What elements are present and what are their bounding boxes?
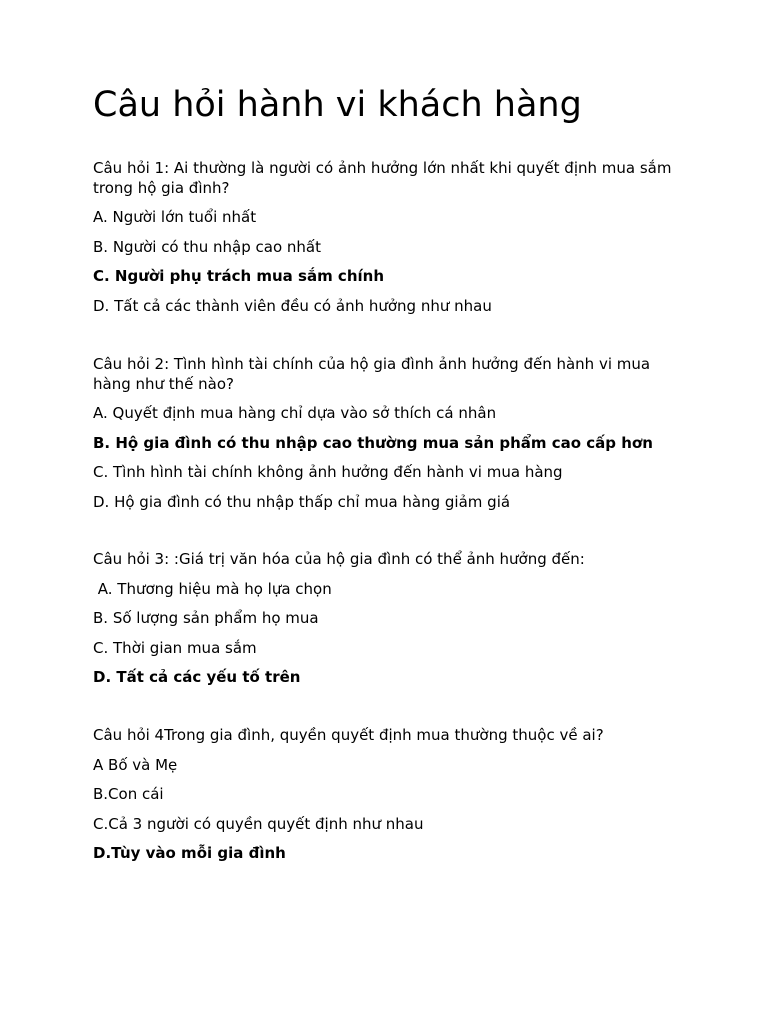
option-c-answer: C. Người phụ trách mua sắm chính xyxy=(93,267,384,285)
question-4 xyxy=(93,726,683,864)
option-b: B. Số lượng sản phẩm họ mua xyxy=(93,609,319,627)
option-c: C.Cả 3 người có quyền quyết định như nhau xyxy=(93,814,424,833)
question-2 xyxy=(93,355,683,512)
option-d: D. Tất cả các thành viên đều có ảnh hưởng như nhau xyxy=(93,296,492,315)
question-3 xyxy=(93,550,683,688)
question-text: Câu hỏi 1: Ai thường là người có ảnh hưởng lớn nhất khi quyết định mua sắm trong hộ gia đình? xyxy=(93,159,672,197)
option-c: C. Tình hình tài chính không ảnh hưởng đến hành vi mua hàng xyxy=(93,463,563,481)
option-a: A. Người lớn tuổi nhất xyxy=(93,208,257,226)
option-b: B.Con cái xyxy=(93,785,164,803)
option-a: A. Thương hiệu mà họ lựa chọn xyxy=(93,579,332,598)
option-a: A Bố và Mẹ xyxy=(93,755,178,774)
option-c: C. Thời gian mua sắm xyxy=(93,638,257,657)
question-1 xyxy=(93,159,683,316)
option-b-answer: B. Hộ gia đình có thu nhập cao thường mua sản phẩm cao cấp hơn xyxy=(93,433,653,452)
question-text: Câu hỏi 3: :Giá trị văn hóa của hộ gia đình có thể ảnh hưởng đến: xyxy=(93,550,585,568)
option-d: D. Hộ gia đình có thu nhập thấp chỉ mua hàng giảm giá xyxy=(93,492,511,511)
option-b: B. Người có thu nhập cao nhất xyxy=(93,237,322,256)
option-d-answer: D.Tùy vào mỗi gia đình xyxy=(93,844,286,862)
page-title: Câu hỏi hành vi khách hàng xyxy=(93,85,582,125)
option-d-answer: D. Tất cả các yếu tố trên xyxy=(93,668,301,686)
question-text: Câu hỏi 2: Tình hình tài chính của hộ gia đình ảnh hưởng đến hành vi mua hàng như thế nào? xyxy=(93,355,651,393)
question-text: Câu hỏi 4Trong gia đình, quyền quyết định mua thường thuộc về ai? xyxy=(93,726,604,744)
option-a: A. Quyết định mua hàng chỉ dựa vào sở thích cá nhân xyxy=(93,404,497,422)
